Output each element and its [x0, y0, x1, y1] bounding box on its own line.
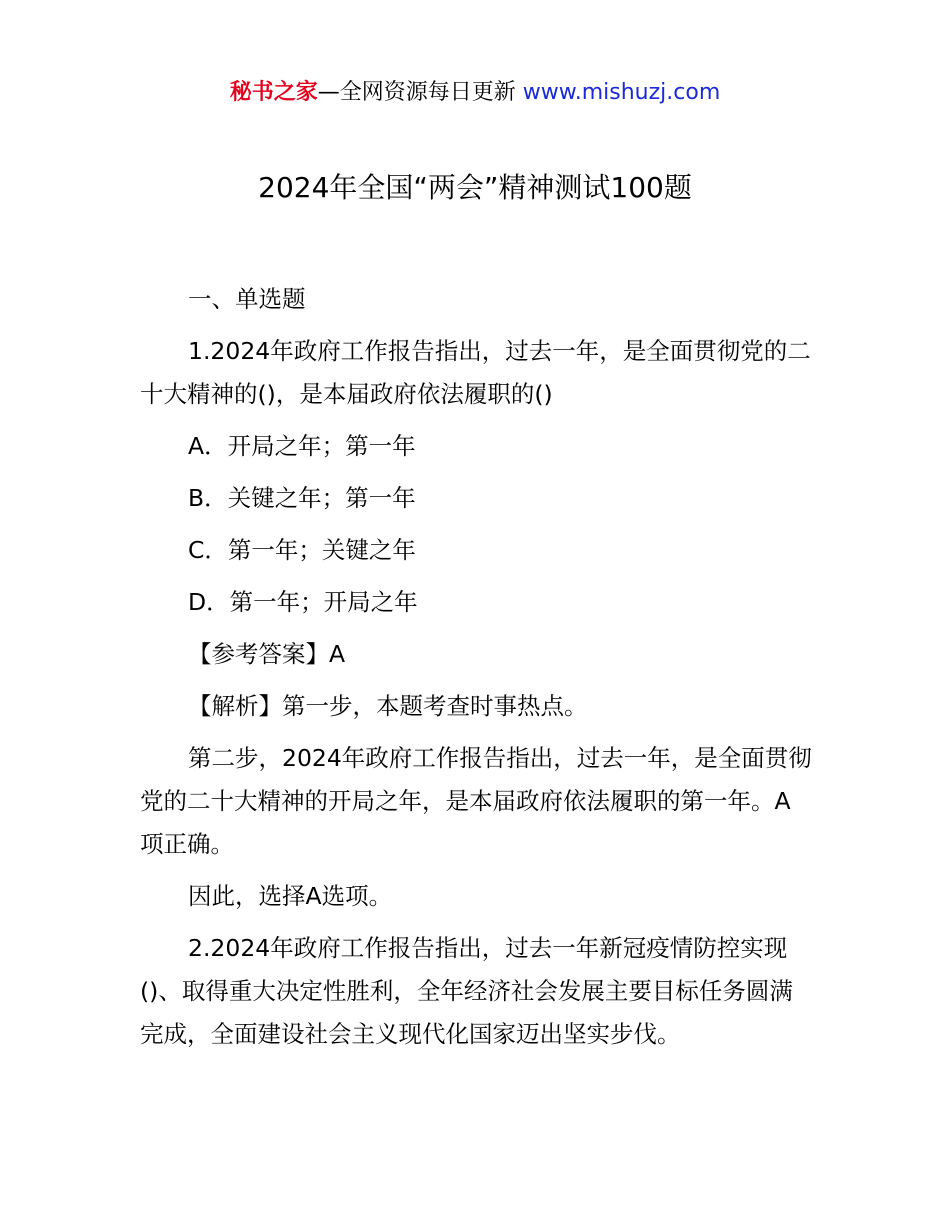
- site-url-link[interactable]: www.mishuzj.com: [522, 80, 721, 105]
- question-1-analysis-step-1: 【解析】第一步，本题考查时事热点。: [188, 692, 588, 720]
- question-1-conclusion: 因此，选择A选项。: [188, 882, 393, 910]
- question-1-answer: 【参考答案】A: [188, 640, 346, 668]
- site-tagline: —全网资源每日更新: [317, 80, 516, 105]
- site-header: [0, 76, 950, 110]
- page-title: 2024年全国“两会”精神测试100题: [258, 171, 692, 204]
- question-1-option-b: B．关键之年；第一年: [188, 484, 416, 512]
- document-body: [140, 278, 812, 1065]
- question-1-analysis-step-2: 第二步，2024年政府工作报告指出，过去一年，是全面贯彻党的二十大精神的开局之年，是本届政府依法履职的第一年。A项正确。: [140, 744, 812, 858]
- question-1-text: 1.2024年政府工作报告指出，过去一年，是全面贯彻党的二十大精神的()，是本届政府依法履职的(): [140, 337, 811, 408]
- question-2-text: 2.2024年政府工作报告指出，过去一年新冠疫情防控实现()、取得重大决定性胜利，全年经济社会发展主要目标任务圆满完成，全面建设社会主义现代化国家迈出坚实步伐。: [140, 934, 793, 1048]
- site-brand: 秘书之家: [229, 80, 318, 105]
- question-1-option-a: A．开局之年；第一年: [188, 432, 416, 460]
- section-heading: 一、单选题: [188, 285, 306, 313]
- question-1-option-d: D．第一年；开局之年: [188, 588, 418, 616]
- question-1-option-c: C．第一年；关键之年: [188, 536, 416, 564]
